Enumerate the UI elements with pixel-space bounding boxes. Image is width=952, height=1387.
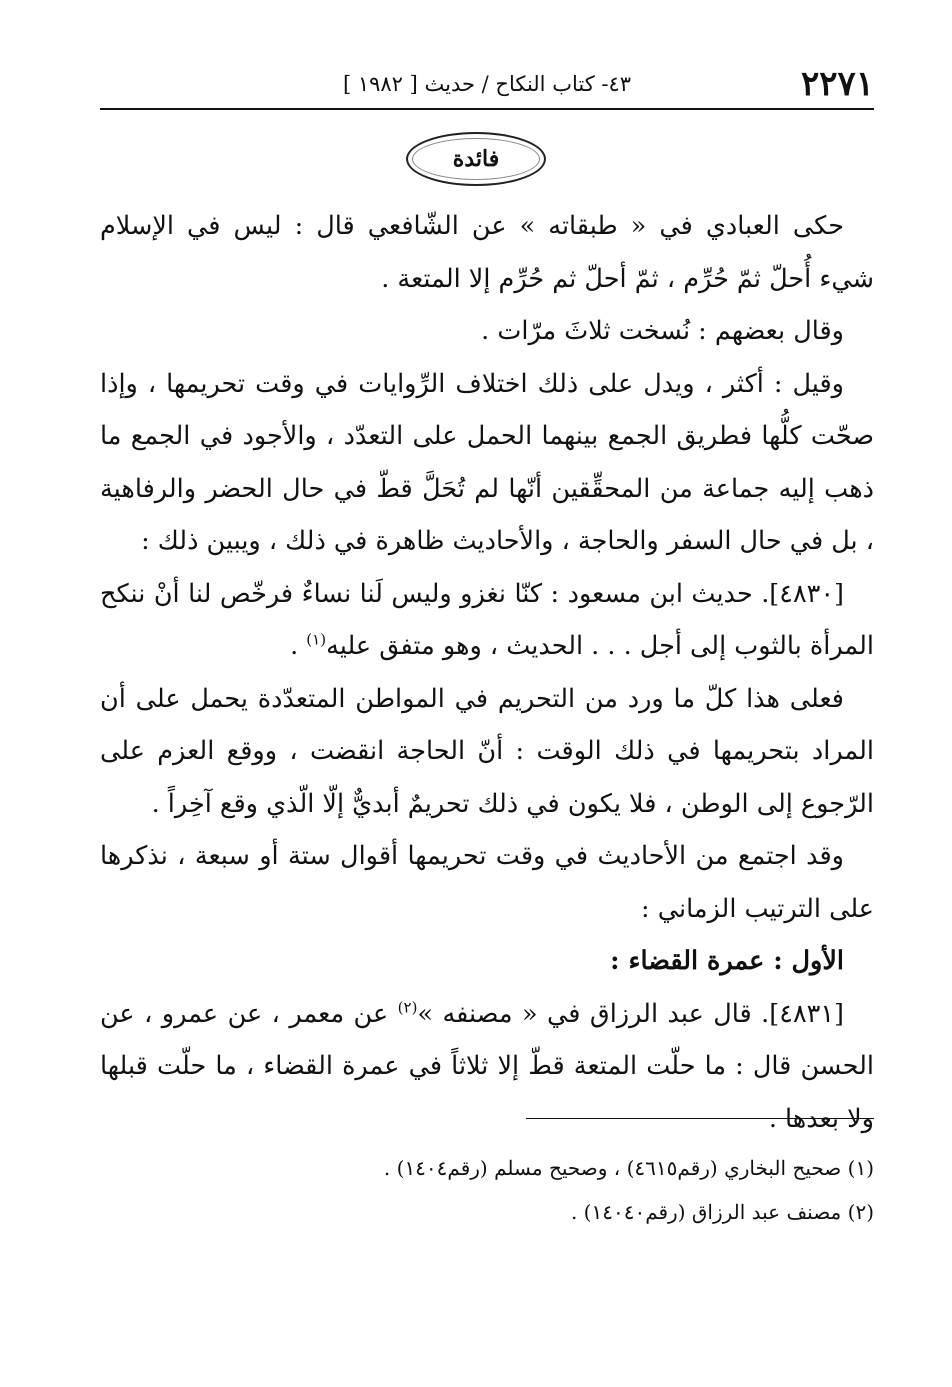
paragraph-4-text: [٤٨٣٠]. حديث ابن مسعود : كنّا نغزو وليس لَنا نساءٌ فرخّص لنا أنْ ننكح المرأة بالثوب إلى أجل . . . الحديث ، وهو متفق عليه <box>100 578 874 661</box>
header-rule <box>100 108 874 110</box>
footnotes <box>100 1146 874 1234</box>
paragraph-5: فعلى هذا كلّ ما ورد من التحريم في المواطن المتعدّدة يحمل على أن المراد بتحريمها في ذلك الوقت : أنّ الحاجة انقضت ، ووقع العزم على الرّجوع إلى الوطن ، فلا يكون في ذلك تحريمٌ أبديٌّ إلّا الّذي وقع آخِراً . <box>100 683 874 819</box>
paragraph-7-text-2: عن معمر ، عن عمرو ، عن الحسن قال : ما حلّت المتعة قطّ إلا ثلاثاً في عمرة القضاء ، ما حلّت قبلها ولا بعدها . <box>100 998 874 1134</box>
banner-label: فائدة <box>452 146 500 172</box>
paragraph-6: وقد اجتمع من الأحاديث في وقت تحريمها أقوال ستة أو سبعة ، نذكرها على الترتيب الزماني : <box>100 841 874 924</box>
section-heading: الأول : عمرة القضاء : <box>610 946 844 976</box>
page-number: ٢٢٧١ <box>800 64 874 104</box>
paragraph-7 <box>100 988 874 1146</box>
paragraph-4-end: . <box>290 631 307 661</box>
section-banner <box>0 132 952 188</box>
paragraph-1: حكى العبادي في « طبقاته » عن الشّافعي قال : ليس في الإسلام شيء أُحلّ ثمّ حُرِّم ، ثمّ أحلّ ثم حُرِّم إلا المتعة . <box>100 211 874 294</box>
footnote-1: (١) صحيح البخاري (رقم٤٦١٥) ، وصحيح مسلم (رقم١٤٠٤) . <box>383 1156 874 1180</box>
footnote-ref-2[interactable]: (٢) <box>397 998 418 1016</box>
banner-ornament <box>406 132 546 186</box>
body-text <box>100 200 874 1145</box>
footnote-ref-1[interactable]: (١) <box>306 630 327 649</box>
footnote-rule <box>526 1118 874 1119</box>
running-title: ٤٣- كتاب النكاح / حديث [ ١٩٨٢ ] <box>342 72 632 96</box>
paragraph-4 <box>100 568 874 673</box>
paragraph-7-text-1: [٤٨٣١]. قال عبد الرزاق في « مصنفه » <box>417 998 844 1029</box>
footnote-2: (٢) مصنف عبد الرزاق (رقم١٤٠٤٠) . <box>570 1200 874 1224</box>
paragraph-3: وقيل : أكثر ، ويدل على ذلك اختلاف الرِّوايات في وقت تحريمها ، وإذا صحّت كلُّها فطريق الجمع بينهما الحمل على التعدّد ، والأجود في الجمع ما ذهب إليه جماعة من المحقِّقين أنّها لم تُحَلَّ قطّ في حال الحضر والرفاهية ، بل في حال السفر والحاجة ، والأحاديث ظاهرة في ذلك ، ويبين ذلك : <box>100 368 874 556</box>
paragraph-2: وقال بعضهم : نُسخت ثلاثَ مرّات . <box>481 316 844 346</box>
page-header <box>100 64 874 104</box>
